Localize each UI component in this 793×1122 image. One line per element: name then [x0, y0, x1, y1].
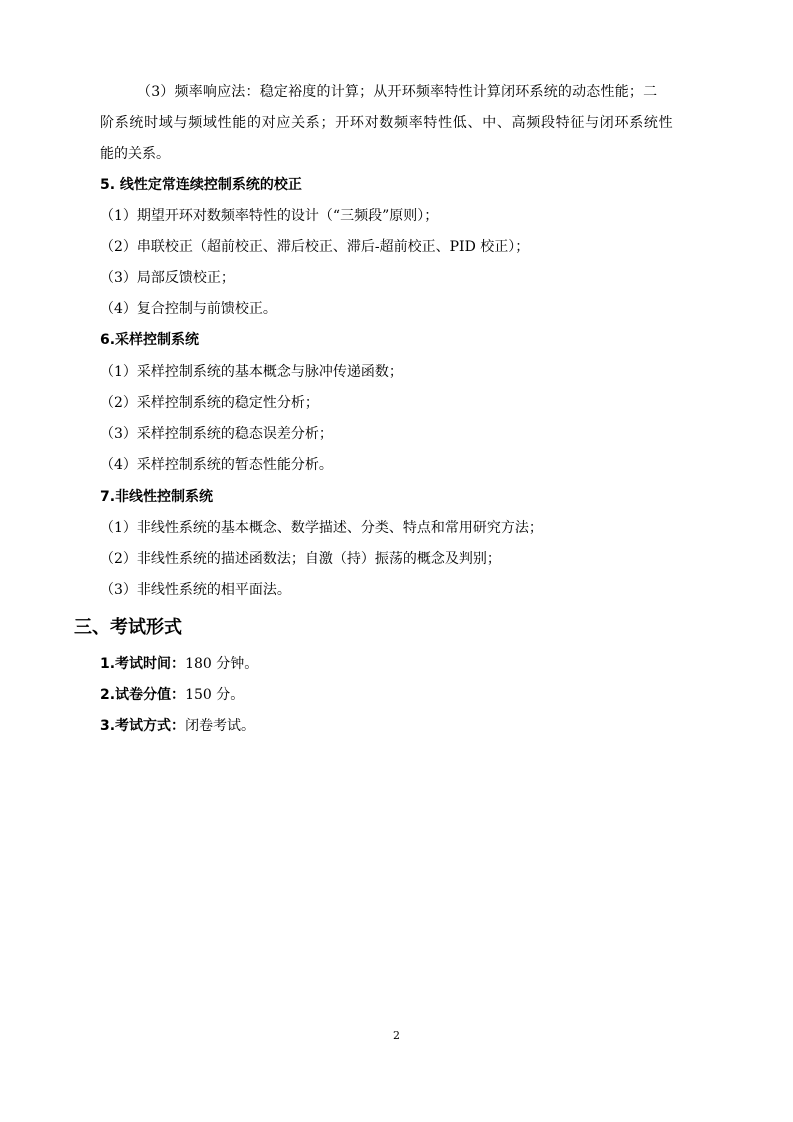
- list-item: （2）串联校正（超前校正、滞后校正、滞后-超前校正、PID 校正）；: [100, 239, 530, 255]
- list-item: （3）采样控制系统的稳态误差分析；: [100, 426, 333, 442]
- list-item: （4）复合控制与前馈校正。: [100, 301, 277, 317]
- page-number: 2: [393, 1029, 400, 1042]
- list-item: （2）非线性系统的描述函数法；自激（持）振荡的概念及判别；: [100, 551, 501, 567]
- list-item: （2）采样控制系统的稳定性分析；: [100, 395, 319, 411]
- chapter-heading: 三、考试形式: [74, 617, 182, 638]
- paragraph-line: 阶系统时域与频域性能的对应关系；开环对数频率特性低、中、高频段特征与闭环系统性: [100, 115, 674, 131]
- section-heading: 5. 线性定常连续控制系统的校正: [100, 177, 302, 193]
- exam-info-label: 2.试卷分值：: [100, 687, 186, 703]
- paragraph-line: 能的关系。: [100, 146, 170, 162]
- exam-info-value: 闭卷考试。: [185, 718, 256, 734]
- list-item: （1）非线性系统的基本概念、数学描述、分类、特点和常用研究方法；: [100, 520, 543, 536]
- list-item: （3）非线性系统的相平面法。: [100, 582, 291, 598]
- list-item: （3）局部反馈校正；: [100, 270, 235, 286]
- list-item: （4）采样控制系统的暂态性能分析。: [100, 457, 333, 473]
- exam-info-row: [100, 716, 726, 736]
- exam-info-row: [100, 685, 726, 705]
- list-item: （1）采样控制系统的基本概念与脉冲传递函数；: [100, 364, 403, 380]
- paragraph-line: （3）频率响应法：稳定裕度的计算；从开环频率特性计算闭环系统的动态性能；二: [137, 84, 658, 100]
- exam-info-value: 150 分。: [185, 687, 245, 703]
- exam-info-label: 1.考试时间：: [100, 656, 186, 672]
- exam-info-value: 180 分钟。: [185, 656, 259, 672]
- exam-info-label: 3.考试方式：: [100, 718, 186, 734]
- section-heading: 6.采样控制系统: [100, 332, 200, 348]
- section-heading: 7.非线性控制系统: [100, 489, 214, 505]
- list-item: （1）期望开环对数频率特性的设计（“三频段”原则）；: [100, 208, 439, 224]
- exam-info-row: [100, 654, 726, 674]
